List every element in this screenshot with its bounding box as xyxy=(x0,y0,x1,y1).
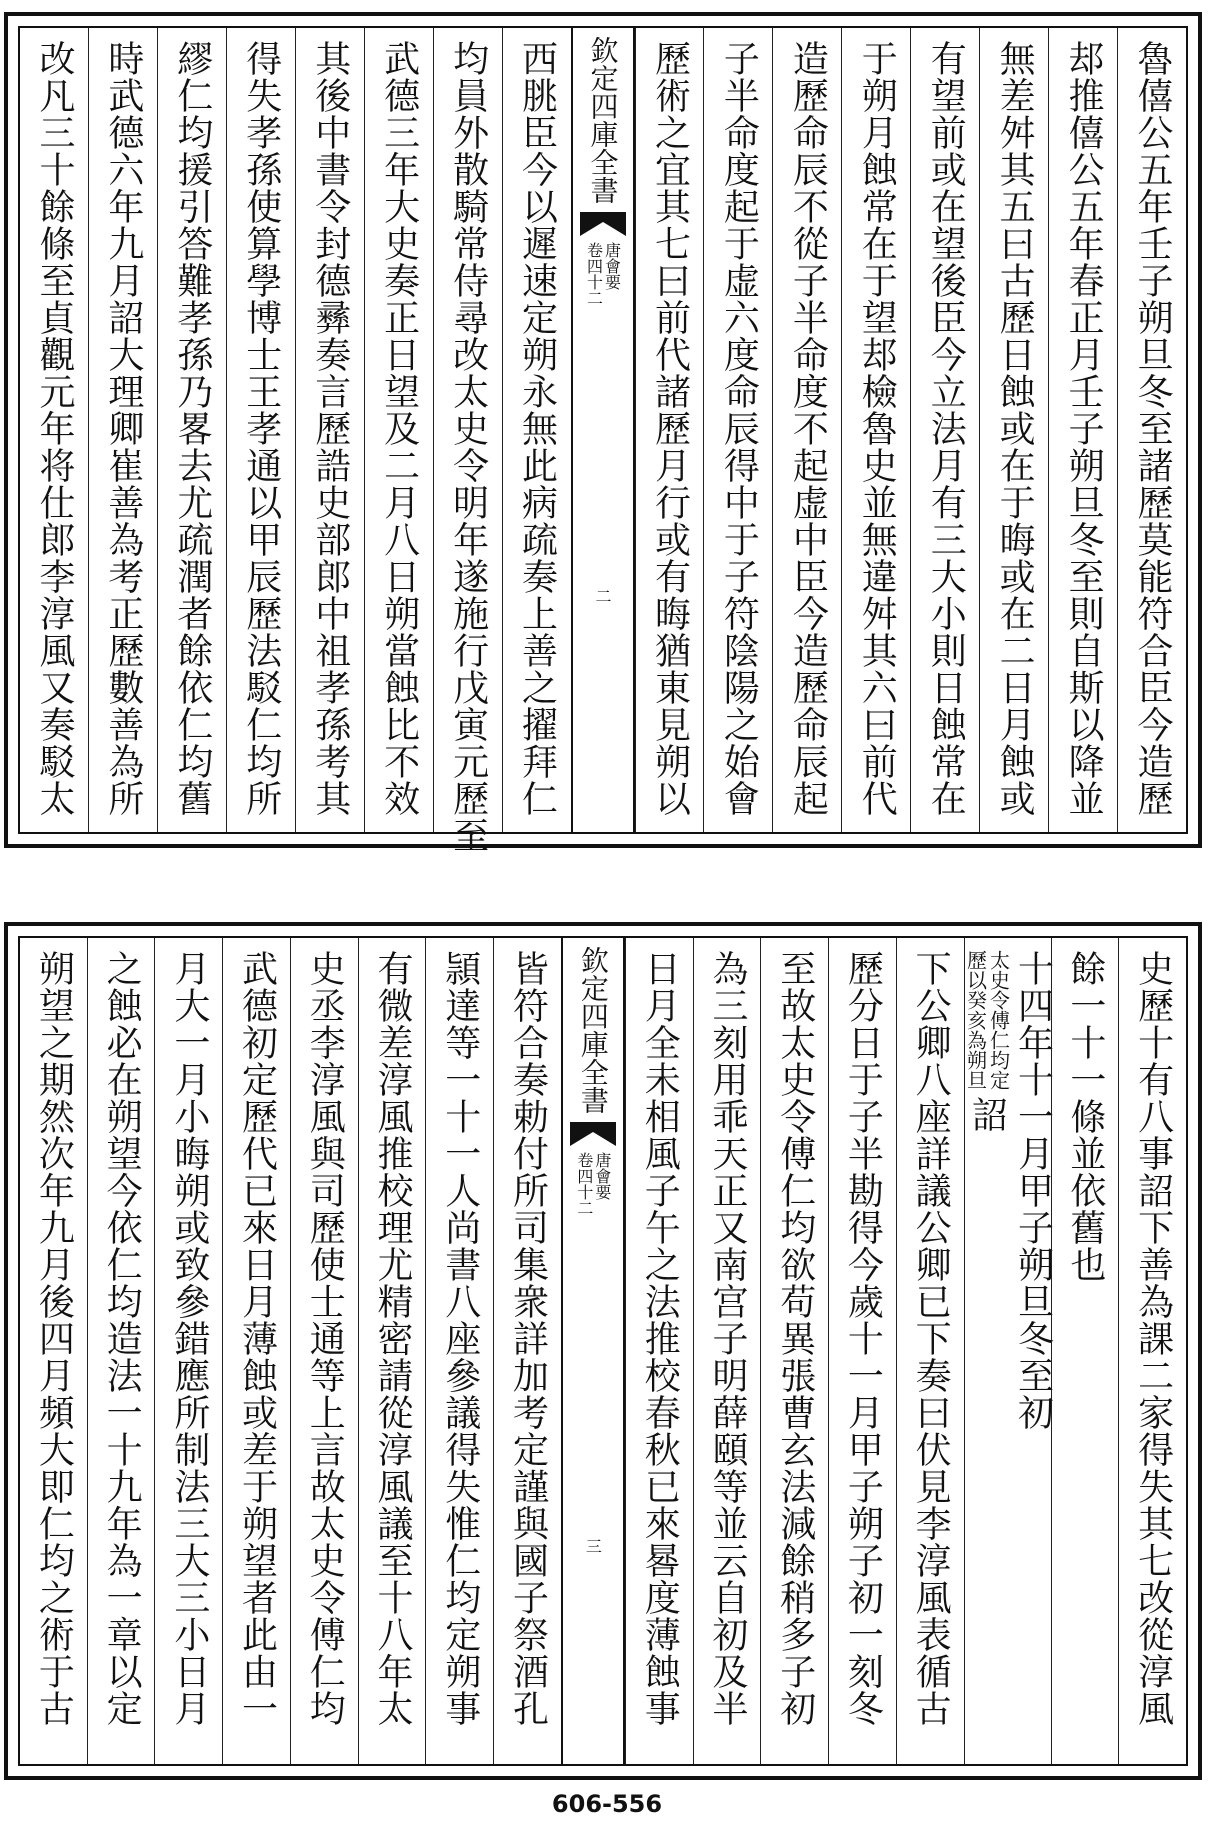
lower-page xyxy=(4,922,1202,1780)
upper-page-frame xyxy=(18,26,1188,854)
text-column: 于朔月蝕常在于望𨚫檢魯史並無違舛其六曰前代 xyxy=(841,28,910,832)
text-column: 魯僖公五年壬子朔旦冬至諸歷莫能符合臣今造歷 xyxy=(1117,28,1186,832)
book-series-title: 欽定四庫全書 xyxy=(586,36,620,204)
text-column-with-note: 十四年十一月甲子朔旦冬至初 太史令傅仁均定 歷以癸亥為朔旦 詔 xyxy=(964,938,1051,1764)
text-column: 有望前或在望後臣今立法月有三大小則日蝕常在 xyxy=(910,28,979,832)
center-meta xyxy=(586,242,620,306)
lower-page-frame xyxy=(18,936,1188,1766)
text-column: 月大一月小晦朔或致參錯應所制法三大三小日月 xyxy=(154,938,222,1764)
text-column: 頴達等一十一人尚書八座參議得失惟仁均定朔事 xyxy=(425,938,493,1764)
text-column: 朔望之期然次年九月後四月頻大即仁均之術于古 xyxy=(33,950,75,1727)
text-column: 下公卿八座詳議公卿已下奏曰伏見李淳風表循古 xyxy=(896,938,964,1764)
text-column: 皆符合奏勅付所司集衆詳加考定謹與國子祭酒孔 xyxy=(493,938,561,1764)
fish-tail-mark-icon xyxy=(580,212,626,236)
text-column: 至故太史令傅仁均欲苟異張曹玄法減餘稍多子初 xyxy=(760,938,828,1764)
text-column: 歷術之宜其七曰前代諸歷月行或有晦猶東見朔以 xyxy=(635,28,704,832)
text-column: 為三刻用乖天正又南宫子明薛頤等並云自初及半 xyxy=(693,938,761,1764)
center-meta xyxy=(576,1152,610,1216)
interlinear-note: 太史令傅仁均定 歷以癸亥為朔旦 xyxy=(963,950,1011,1090)
text-column: 史丞李淳風與司歷使士通等上言故太史令傅仁均 xyxy=(290,938,358,1764)
text-column: 武德三年大史奏正日望及二月八日朔當蝕比不效 xyxy=(364,28,433,832)
upper-page xyxy=(4,12,1202,854)
text-column: 繆仁均援引答難孝孫乃畧去尤疏潤者餘依仁均舊 xyxy=(157,28,226,832)
text-column: 有微差淳風推校理尤精密請從淳風議至十八年太 xyxy=(358,938,426,1764)
text-column: 得失孝孫使算學博士王孝通以甲辰歷法駁仁均所 xyxy=(226,28,295,832)
text-column: 𨚫推僖公五年春正月壬子朔旦冬至則自斯以降並 xyxy=(1048,28,1117,832)
text-column: 時武德六年九月詔大理卿崔善為考正歷數善為所 xyxy=(88,28,157,832)
text-column: 造歷命辰不從子半命度不起虚中臣今造歷命辰起 xyxy=(772,28,841,832)
text-column: 其後中書令封德彞奏言歷誥史部郎中祖孝孫考其 xyxy=(295,28,364,832)
text-column: 日月全未相風子午之法推校春秋已來晷度薄蝕事 xyxy=(625,938,693,1764)
volume-label: 卷四十二 xyxy=(574,1152,594,1216)
scan-page-number: 606-556 xyxy=(551,1790,663,1818)
center-margin xyxy=(561,938,625,1764)
text-column: 均員外散騎常侍尋改太史令明年遂施行戊寅元歷至 xyxy=(433,28,502,832)
fish-tail-mark-icon xyxy=(570,1122,616,1146)
page-number: 二 xyxy=(593,588,612,604)
text-column: 之蝕必在朔望今依仁均造法一十九年為一章以定 xyxy=(87,938,155,1764)
text-column: 西朓臣今以遲速定朔永無此病疏奏上善之擢拜仁 xyxy=(502,28,571,832)
text-column: 武德初定歷代已來日月薄蝕或差于朔望者此由一 xyxy=(222,938,290,1764)
center-margin xyxy=(571,28,635,832)
text-column: 改凡三十餘條至貞觀元年将仕郎李淳風又奏駁太 xyxy=(33,40,75,817)
text-column: 歷分日于子半勘得今歲十一月甲子朔子初一刻冬 xyxy=(828,938,896,1764)
text-column: 無差舛其五曰古歷日蝕或在于晦或在二日月蝕或 xyxy=(979,28,1048,832)
page-number: 三 xyxy=(583,1538,603,1554)
text-column: 子半命度起于虚六度命辰得中于子符陰陽之始會 xyxy=(703,28,772,832)
book-name: 唐會要 xyxy=(592,1152,612,1200)
volume-label: 卷四十二 xyxy=(584,242,604,306)
text-column: 餘一十一條並依舊也 xyxy=(1051,938,1119,1764)
book-series-title: 欽定四庫全書 xyxy=(576,946,610,1114)
text-column: 史歷十有八事詔下善為課二家得失其七改從淳風 xyxy=(1118,938,1186,1764)
book-name: 唐會要 xyxy=(602,242,622,290)
